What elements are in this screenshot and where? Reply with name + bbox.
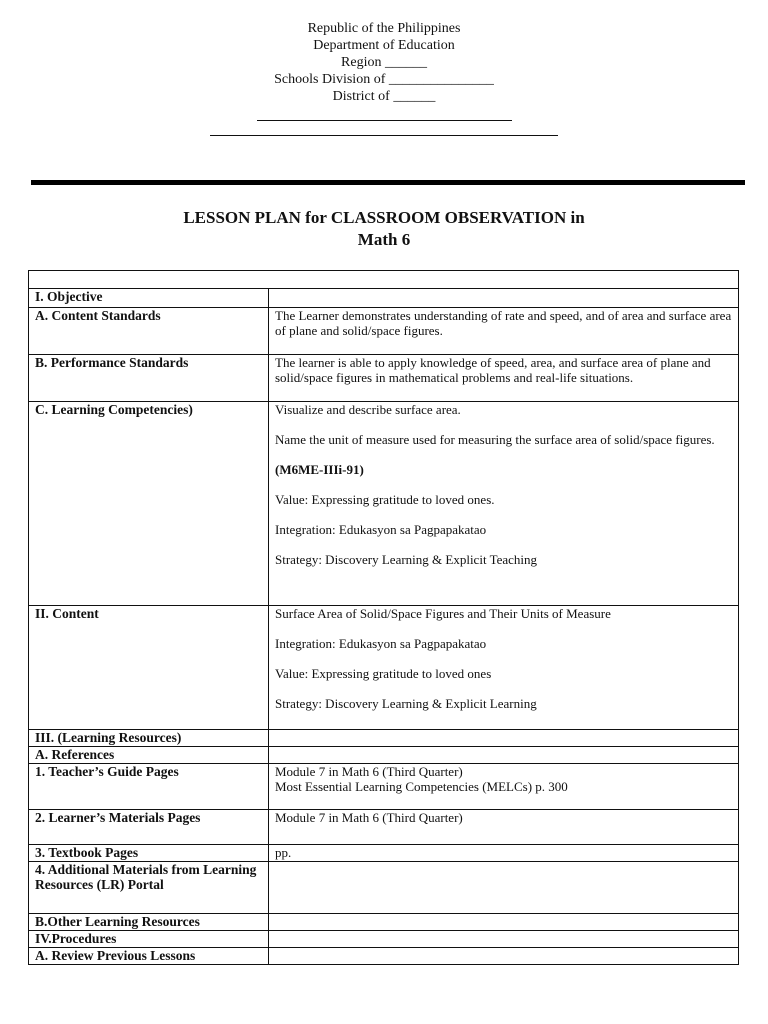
header-department: Department of Education	[313, 38, 455, 53]
competency-item: Visualize and describe surface area.	[275, 402, 461, 417]
document-header	[0, 20, 768, 105]
title-line-2: Math 6	[357, 230, 411, 249]
header-division: Schools Division of _______________	[274, 72, 494, 87]
table-row	[29, 730, 739, 747]
table-row	[29, 289, 739, 308]
content-standards-label: A. Content Standards	[29, 308, 269, 355]
table-row	[29, 271, 739, 289]
lesson-plan-table	[28, 270, 739, 965]
table-row	[29, 308, 739, 355]
table-row	[29, 914, 739, 931]
learners-materials-label: 2. Learner’s Materials Pages	[29, 810, 269, 845]
references-label: A. References	[29, 747, 269, 764]
teachers-guide-line-2: Most Essential Learning Competencies (MELCs) p. 300	[275, 779, 568, 794]
header-divider	[31, 180, 745, 185]
review-lessons-label: A. Review Previous Lessons	[29, 948, 269, 965]
other-resources-label: B.Other Learning Resources	[29, 914, 269, 931]
content-item: Value: Expressing gratitude to loved ones	[275, 666, 492, 681]
teachers-guide-cell	[269, 764, 739, 810]
table-row	[29, 845, 739, 862]
content-standards-text: The Learner demonstrates understanding of rate and speed, and of area and surface area of plane and solid/space figures.	[269, 308, 739, 355]
header-republic: Republic of the Philippines	[307, 21, 461, 36]
table-row	[29, 862, 739, 914]
blank-header-cell	[29, 271, 739, 289]
competency-integration: Integration: Edukasyon sa Pagpapakatao	[275, 522, 487, 537]
table-row	[29, 606, 739, 730]
competency-value: Value: Expressing gratitude to loved ones.	[275, 492, 495, 507]
header-region: Region ______	[341, 55, 427, 70]
performance-standards-label: B. Performance Standards	[29, 355, 269, 402]
learning-resources-label: III. (Learning Resources)	[29, 730, 269, 747]
school-name-blank-line	[257, 120, 512, 121]
objective-value	[269, 289, 739, 308]
content-cell	[269, 606, 739, 730]
learning-competencies-cell	[269, 402, 739, 606]
textbook-pages-label: 3. Textbook Pages	[29, 845, 269, 862]
teachers-guide-label: 1. Teacher’s Guide Pages	[29, 764, 269, 810]
textbook-pages-text: pp.	[269, 845, 739, 862]
performance-standards-text: The learner is able to apply knowledge of speed, area, and surface area of plane and solid/space figures in mathematical problems and real-life situations.	[269, 355, 739, 402]
title-line-1: LESSON PLAN for CLASSROOM OBSERVATION in	[183, 208, 585, 227]
learners-materials-text: Module 7 in Math 6 (Third Quarter)	[269, 810, 739, 845]
table-row	[29, 810, 739, 845]
teachers-guide-line-1: Module 7 in Math 6 (Third Quarter)	[275, 764, 463, 779]
table-row	[29, 764, 739, 810]
content-item: Strategy: Discovery Learning & Explicit Learning	[275, 696, 537, 711]
competency-item: Name the unit of measure used for measuring the surface area of solid/space figures.	[275, 432, 715, 447]
page-title	[0, 207, 768, 251]
table-row	[29, 402, 739, 606]
objective-label: I. Objective	[29, 289, 269, 308]
table-row	[29, 355, 739, 402]
additional-materials-label: 4. Additional Materials from Learning Resources (LR) Portal	[29, 862, 269, 914]
table-row	[29, 931, 739, 948]
competency-strategy: Strategy: Discovery Learning & Explicit Teaching	[275, 552, 538, 567]
competency-code: (M6ME-IIIi-91)	[275, 462, 364, 477]
header-district: District of ______	[332, 89, 436, 104]
table-row	[29, 948, 739, 965]
table-row	[29, 747, 739, 764]
content-item: Integration: Edukasyon sa Pagpapakatao	[275, 636, 487, 651]
school-address-blank-line	[210, 135, 558, 136]
content-item: Surface Area of Solid/Space Figures and Their Units of Measure	[275, 606, 611, 621]
content-label: II. Content	[29, 606, 269, 730]
procedures-label: IV.Procedures	[29, 931, 269, 948]
learning-competencies-label: C. Learning Competencies)	[29, 402, 269, 606]
